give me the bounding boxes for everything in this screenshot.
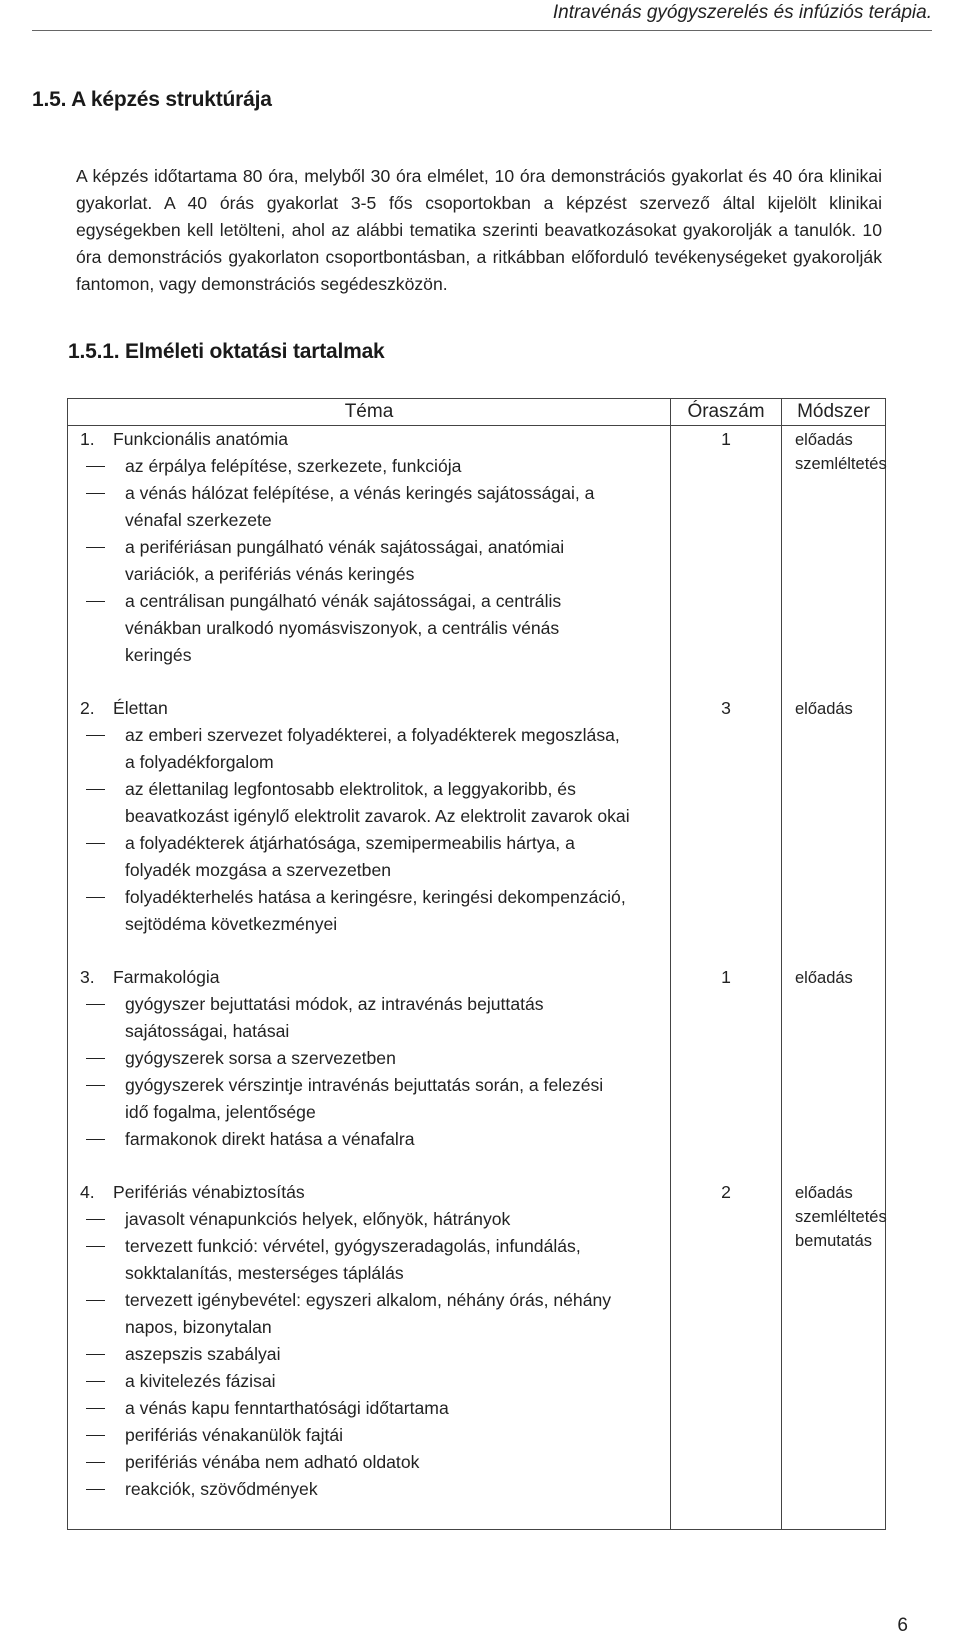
page-number: 6 <box>897 1615 908 1636</box>
subtopic-item: reakciók, szövődmények <box>125 1476 630 1503</box>
method-item: szemléltetés <box>795 455 887 473</box>
subtopic-item: a vénás hálózat felépítése, a vénás keringés sajátosságai, a vénafal szerkezete <box>125 480 630 534</box>
table-row <box>68 426 886 696</box>
intro-paragraph: A képzés időtartama 80 óra, melyből 30 óra elmélet, 10 óra demonstrációs gyakorlat és 40 óra klinikai gyakorlat. A 40 órás gyakorlat 3-5 fős csoportokban a képzést szervező által kijelölt klinikai egységekben kell letölteni, ahol az alábbi tematika szerinti beavatkozásokat gyakorolják a tanulók. 10 óra demonstrációs gyakorlaton csoportbontásban, a ritkábban előforduló tevékenységeket gyakorolják fantomon, vagy demonstrációs segédeszközön. <box>76 165 882 295</box>
topic-heading <box>80 695 664 722</box>
topics-table <box>67 398 886 1530</box>
topic-heading <box>80 964 664 991</box>
subtopic-item: perifériás vénába nem adható oldatok <box>125 1449 630 1476</box>
hours-cell: 2 <box>671 1179 782 1530</box>
subtopic-item: az emberi szervezet folyadékterei, a folyadékterek megoszlása, a folyadékforgalom <box>125 722 630 776</box>
topic-title: Élettan <box>113 698 168 718</box>
topic-title: Funkcionális anatómia <box>113 429 289 449</box>
subtopic-item: a centrálisan pungálható vénák sajátosságai, a centrális vénákban uralkodó nyomásviszonyok, a centrális vénás keringés <box>125 588 630 669</box>
topic-cell <box>68 1179 671 1530</box>
subtopic-item: a perifériásan pungálható vénák sajátosságai, anatómiai variációk, a perifériás vénás keringés <box>125 534 630 588</box>
subtopic-item: aszepszis szabályai <box>125 1341 630 1368</box>
topic-number: 3. <box>80 967 95 987</box>
method-item: előadás <box>795 969 853 987</box>
header-method: Módszer <box>782 399 886 426</box>
method-cell <box>782 426 886 696</box>
topic-number: 2. <box>80 698 95 718</box>
subtopic-item: az érpálya felépítése, szerkezete, funkciója <box>125 453 630 480</box>
subtopic-item: tervezett funkció: vérvétel, gyógyszeradagolás, infundálás, sokktalanítás, mesterséges táplálás <box>125 1233 630 1287</box>
method-cell <box>782 1179 886 1530</box>
table-row <box>68 1179 886 1530</box>
topic-heading <box>80 1179 664 1206</box>
subtopic-item: farmakonok direkt hatása a vénafalra <box>125 1126 630 1153</box>
topic-cell <box>68 695 671 964</box>
hours-cell: 1 <box>671 426 782 696</box>
header-topic: Téma <box>68 399 671 426</box>
method-cell <box>782 964 886 1179</box>
subtopic-item: gyógyszerek vérszintje intravénás bejuttatás során, a felezési idő fogalma, jelentősége <box>125 1072 630 1126</box>
subtopic-list <box>80 991 630 1153</box>
subtopic-item: a folyadékterek átjárhatósága, szemipermeabilis hártya, a folyadék mozgása a szervezetben <box>125 830 630 884</box>
topic-number: 1. <box>80 429 95 449</box>
subtopic-item: tervezett igénybevétel: egyszeri alkalom, néhány órás, néhány napos, bizonytalan <box>125 1287 630 1341</box>
header-rule <box>32 30 932 31</box>
topic-title: Farmakológia <box>113 967 220 987</box>
topic-cell <box>68 964 671 1179</box>
method-item: előadás <box>795 431 853 449</box>
hours-cell: 1 <box>671 964 782 1179</box>
hours-cell: 3 <box>671 695 782 964</box>
subtopic-item: az élettanilag legfontosabb elektrolitok, a leggyakoribb, és beavatkozást igénylő elektrolit zavarok. Az elektrolit zavarok okai <box>125 776 630 830</box>
subtopic-list <box>80 722 630 938</box>
subtopic-item: perifériás vénakanülök fajtái <box>125 1422 630 1449</box>
table-row <box>68 964 886 1179</box>
table-header-row <box>68 399 886 426</box>
subtopic-item: gyógyszer bejuttatási módok, az intravénás bejuttatás sajátosságai, hatásai <box>125 991 630 1045</box>
topic-number: 4. <box>80 1182 95 1202</box>
topic-heading <box>80 426 664 453</box>
subtopic-item: gyógyszerek sorsa a szervezetben <box>125 1045 630 1072</box>
subsection-title: 1.5.1. Elméleti oktatási tartalmak <box>68 340 385 363</box>
method-item: szemléltetés <box>795 1208 887 1226</box>
subtopic-list <box>80 453 630 669</box>
running-header: Intravénás gyógyszerelés és infúziós terápia. <box>552 2 932 23</box>
section-title: 1.5. A képzés struktúrája <box>32 88 272 111</box>
table-row <box>68 695 886 964</box>
topics-table-body <box>68 426 886 1530</box>
subtopic-list <box>80 1206 630 1503</box>
header-hours: Óraszám <box>671 399 782 426</box>
method-item: bemutatás <box>795 1232 873 1250</box>
method-cell <box>782 695 886 964</box>
subtopic-item: javasolt vénapunkciós helyek, előnyök, hátrányok <box>125 1206 630 1233</box>
subtopic-item: a vénás kapu fenntarthatósági időtartama <box>125 1395 630 1422</box>
subtopic-item: folyadékterhelés hatása a keringésre, keringési dekompenzáció, sejtödéma következményei <box>125 884 630 938</box>
method-item: előadás <box>795 1184 853 1202</box>
topic-cell <box>68 426 671 696</box>
method-item: előadás <box>795 700 853 718</box>
subtopic-item: a kivitelezés fázisai <box>125 1368 630 1395</box>
topic-title: Perifériás vénabiztosítás <box>113 1182 305 1202</box>
